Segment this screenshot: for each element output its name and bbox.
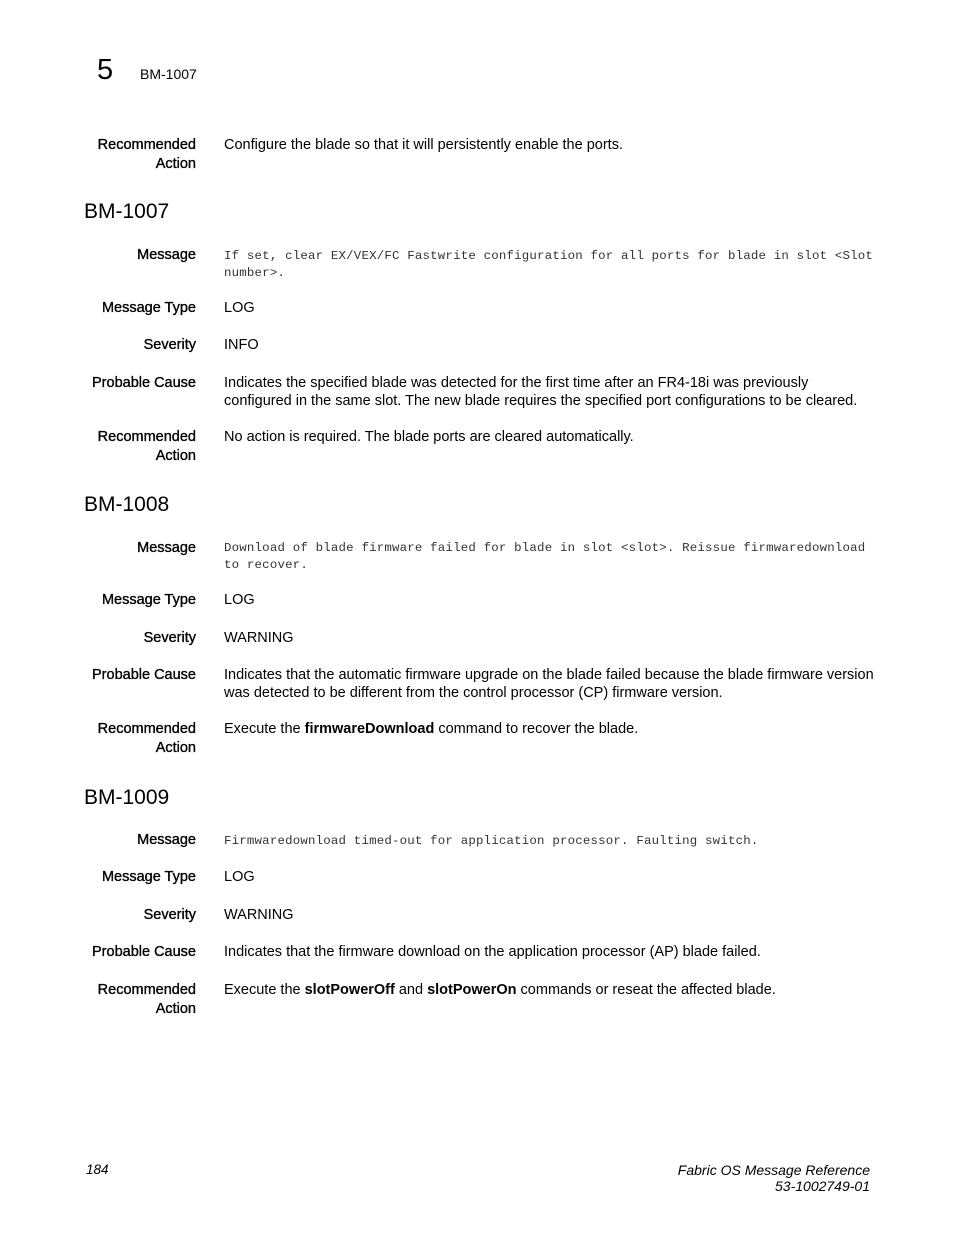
command-slotpoweroff: slotPowerOff	[304, 982, 395, 998]
bm1008-recommended-action-text: Execute the firmwareDownload command to recover the blade.	[224, 721, 639, 737]
bm1008-severity-value: WARNING	[224, 630, 294, 646]
bm1009-message-type-value: LOG	[224, 869, 255, 885]
bm1007-probable-cause-label: Probable Cause	[92, 375, 196, 391]
bm1008-message-type-value: LOG	[224, 592, 255, 608]
bm1008-severity-label: Severity	[143, 630, 196, 646]
bm1008-probable-cause-label: Probable Cause	[92, 667, 196, 683]
bm1007-severity-value: INFO	[224, 337, 259, 353]
doc-title: Fabric OS Message Reference	[677, 1162, 870, 1178]
bm1009-heading: BM-1009	[84, 786, 170, 809]
bm1009-probable-cause-text: Indicates that the firmware download on the application processor (AP) blade failed.	[224, 944, 761, 960]
intro-recommended-action-text: Configure the blade so that it will persistently enable the ports.	[224, 137, 623, 153]
bm1009-recommended-action-text: Execute the slotPowerOff and slotPowerOn commands or reseat the affected blade.	[224, 982, 776, 998]
bm1008-message-type-label: Message Type	[101, 592, 196, 608]
chapter-number: 5	[97, 54, 114, 86]
bm1009-severity-label: Severity	[143, 907, 196, 923]
bm1007-message-text: If set, clear EX/VEX/FC Fastwrite configuration for all ports for blade in slot <Slot number>.	[224, 249, 874, 280]
bm1007-message-label: Message	[137, 247, 196, 263]
footer-doc-info	[678, 1162, 870, 1194]
bm1009-message-type-label: Message Type	[101, 869, 196, 885]
page-number: 184	[86, 1162, 109, 1177]
running-title: BM-1007	[140, 66, 197, 82]
bm1007-recommended-action-label: Recommended Action	[97, 429, 196, 464]
bm1008-recommended-action-label: Recommended Action	[97, 721, 196, 756]
bm1009-message-text: Firmwaredownload timed-out for application processor. Faulting switch.	[224, 834, 759, 848]
bm1008-message-text: Download of blade firmware failed for blade in slot <slot>. Reissue firmwaredownload to recover.	[224, 541, 866, 572]
bm1009-message-label: Message	[137, 832, 196, 848]
bm1009-probable-cause-label: Probable Cause	[92, 944, 196, 960]
bm1008-probable-cause-text: Indicates that the automatic firmware upgrade on the blade failed because the blade firmware version was detected to be different from the control processor (CP) firmware version.	[224, 667, 874, 701]
command-slotpoweron: slotPowerOn	[427, 982, 517, 998]
bm1007-message-type-label: Message Type	[101, 300, 196, 316]
bm1009-recommended-action-label: Recommended Action	[97, 982, 196, 1017]
bm1007-message-type-value: LOG	[224, 300, 255, 316]
bm1007-recommended-action-text: No action is required. The blade ports are cleared automatically.	[224, 429, 634, 445]
command-firmwaredownload: firmwareDownload	[304, 721, 435, 737]
bm1007-probable-cause-text: Indicates the specified blade was detected for the first time after an FR4-18i was previously configured in the same slot. The new blade requires the specified port configurations to be cleared.	[224, 375, 858, 409]
bm1008-heading: BM-1008	[84, 493, 170, 516]
bm1007-severity-label: Severity	[143, 337, 196, 353]
bm1009-severity-value: WARNING	[224, 907, 294, 923]
intro-recommended-action-label: Recommended Action	[97, 137, 196, 172]
bm1007-heading: BM-1007	[84, 200, 170, 223]
doc-number: 53-1002749-01	[775, 1178, 870, 1194]
bm1008-message-label: Message	[137, 540, 196, 556]
